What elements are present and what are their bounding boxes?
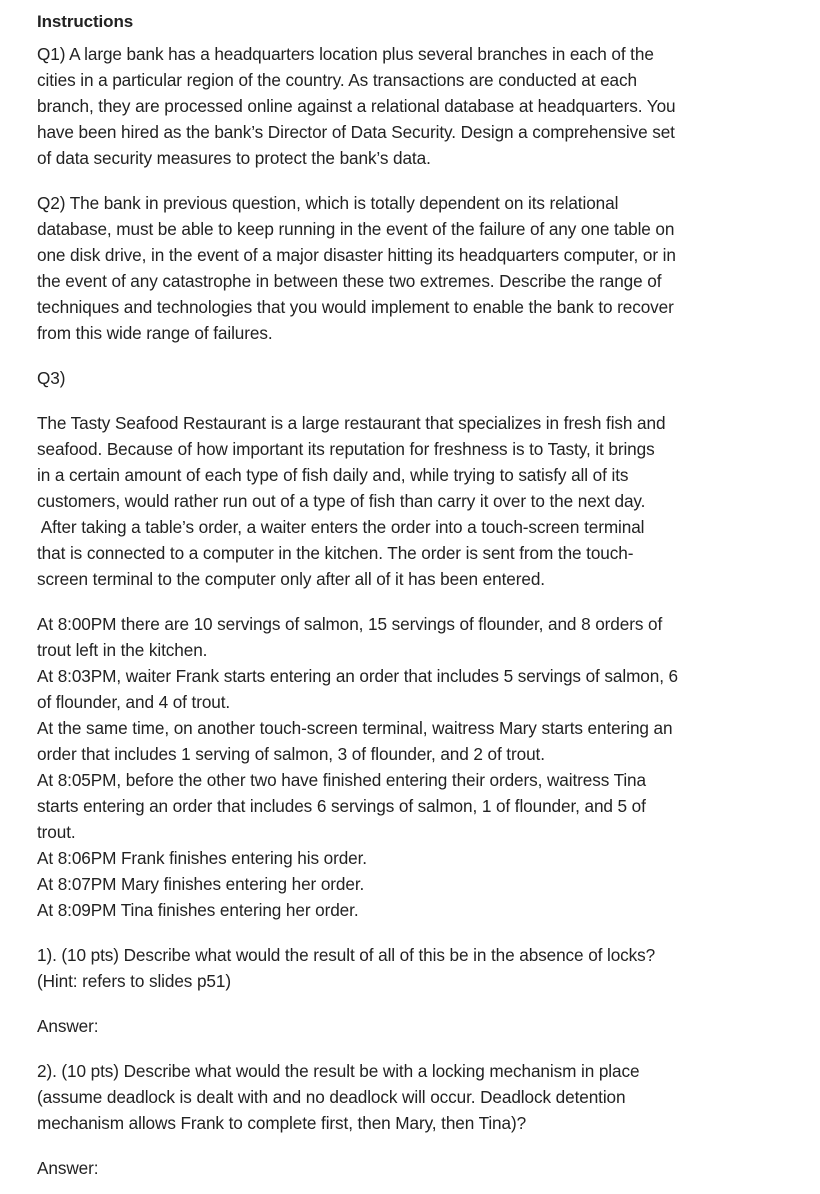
question-3-intro-line: that is connected to a computer in the kitchen. The order is sent from the touch- [37, 543, 634, 563]
sub-question-2-line: mechanism allows Frank to complete first, then Mary, then Tina)? [37, 1113, 527, 1133]
question-3-intro-line: The Tasty Seafood Restaurant is a large restaurant that specializes in fresh fish and [37, 413, 666, 433]
question-3-intro-line: screen terminal to the computer only after all of it has been entered. [37, 569, 545, 589]
question-3-intro [37, 410, 800, 592]
sub-question-1-line: 1). (10 pts) Describe what would the result of all of this be in the absence of locks? [37, 945, 656, 965]
question-3-label-text: Q3) [37, 368, 66, 388]
question-3-intro-line: seafood. Because of how important its reputation for freshness is to Tasty, it brings [37, 439, 655, 459]
timeline-line: At 8:00PM there are 10 servings of salmon, 15 servings of flounder, and 8 orders of [37, 614, 663, 634]
question-1-line: cities in a particular region of the country. As transactions are conducted at each [37, 70, 637, 90]
question-2-line: from this wide range of failures. [37, 323, 273, 343]
timeline-line: At 8:05PM, before the other two have finished entering their orders, waitress Tina [37, 770, 646, 790]
sub-question-1 [37, 942, 800, 994]
timeline-line: At 8:03PM, waiter Frank starts entering an order that includes 5 servings of salmon, 6 [37, 666, 679, 686]
timeline-line: At 8:09PM Tina finishes entering her order. [37, 900, 359, 920]
timeline-line: At 8:07PM Mary finishes entering her order. [37, 874, 365, 894]
timeline-line: At the same time, on another touch-screen terminal, waitress Mary starts entering an [37, 718, 673, 738]
question-2-line: techniques and technologies that you would implement to enable the bank to recover [37, 297, 674, 317]
question-3-intro-line: in a certain amount of each type of fish daily and, while trying to satisfy all of its [37, 465, 629, 485]
timeline-line: At 8:06PM Frank finishes entering his order. [37, 848, 367, 868]
question-1-line: of data security measures to protect the bank’s data. [37, 148, 431, 168]
question-1-line: have been hired as the bank’s Director of Data Security. Design a comprehensive set [37, 122, 675, 142]
answer-2 [37, 1155, 800, 1181]
sub-question-2 [37, 1058, 800, 1136]
question-2-line: the event of any catastrophe in between these two extremes. Describe the range of [37, 271, 662, 291]
question-2-line: database, must be able to keep running in the event of the failure of any one table on [37, 219, 675, 239]
answer-2-label: Answer: [37, 1158, 99, 1178]
timeline-line: trout left in the kitchen. [37, 640, 208, 660]
instructions-heading: Instructions [37, 12, 134, 31]
sub-question-2-line: (assume deadlock is dealt with and no deadlock will occur. Deadlock detention [37, 1087, 626, 1107]
question-3-intro-line: After taking a table’s order, a waiter enters the order into a touch-screen terminal [37, 517, 645, 537]
question-1-line: Q1) A large bank has a headquarters location plus several branches in each of the [37, 44, 654, 64]
question-1 [37, 41, 800, 171]
question-3-intro-line: customers, would rather run out of a type of fish than carry it over to the next day. [37, 491, 646, 511]
question-1-line: branch, they are processed online against a relational database at headquarters. You [37, 96, 676, 116]
question-3-label [37, 365, 800, 391]
question-2-line: one disk drive, in the event of a major disaster hitting its headquarters computer, or in [37, 245, 676, 265]
question-2-line: Q2) The bank in previous question, which is totally dependent on its relational [37, 193, 619, 213]
sub-question-2-line: 2). (10 pts) Describe what would the result be with a locking mechanism in place [37, 1061, 640, 1081]
timeline-line: trout. [37, 822, 76, 842]
question-2 [37, 190, 800, 346]
timeline-line: of flounder, and 4 of trout. [37, 692, 231, 712]
timeline-line: order that includes 1 serving of salmon, 3 of flounder, and 2 of trout. [37, 744, 545, 764]
answer-1-label: Answer: [37, 1016, 99, 1036]
question-3-timeline [37, 611, 800, 923]
sub-question-1-line: (Hint: refers to slides p51) [37, 971, 231, 991]
timeline-line: starts entering an order that includes 6 servings of salmon, 1 of flounder, and 5 of [37, 796, 646, 816]
answer-1 [37, 1013, 800, 1039]
